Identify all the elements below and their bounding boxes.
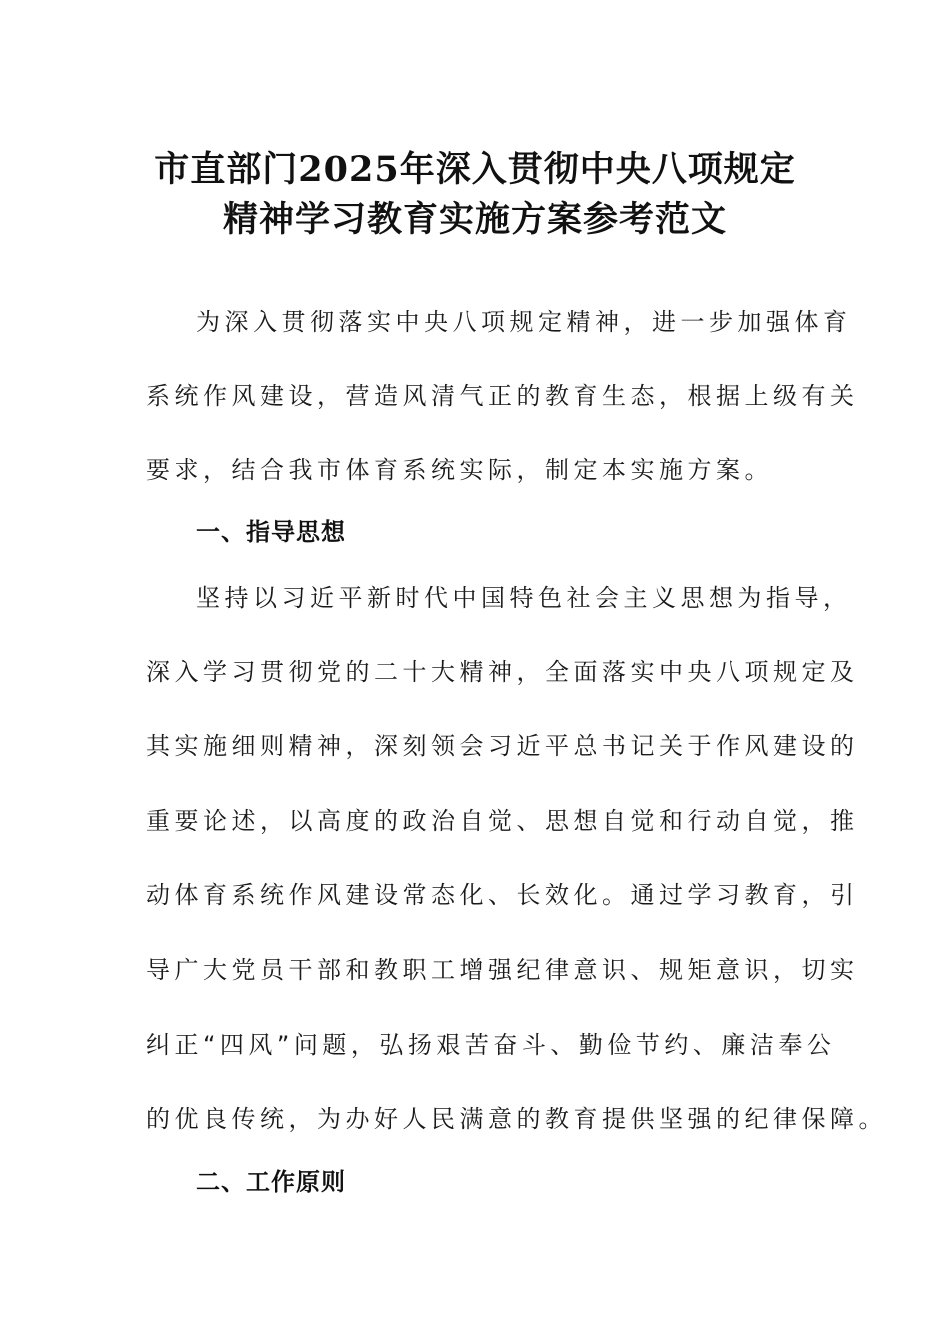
intro-line-3: 要求，结合我市体育系统实际，制定本实施方案。 bbox=[146, 456, 773, 484]
section1-line-6: 导广大党员干部和教职工增强纪律意识、规矩意识，切实 bbox=[146, 956, 859, 984]
section1-line-3: 其实施细则精神，深刻领会习近平总书记关于作风建设的 bbox=[146, 732, 859, 760]
section1-line-5: 动体育系统作风建设常态化、长效化。通过学习教育，引 bbox=[146, 881, 859, 909]
section1-line-1: 坚持以习近平新时代中国特色社会主义思想为指导， bbox=[196, 584, 852, 612]
intro-line-2: 系统作风建设，营造风清气正的教育生态，根据上级有关 bbox=[146, 382, 859, 410]
section1-line-8: 的优良传统，为办好人民满意的教育提供坚强的纪律保障。 bbox=[146, 1105, 887, 1133]
document-title-line-2: 精神学习教育实施方案参考范文 bbox=[222, 199, 727, 240]
section1-line-4: 重要论述，以高度的政治自觉、思想自觉和行动自觉，推 bbox=[146, 807, 859, 835]
section-heading-guiding-ideology: 一、指导思想 bbox=[196, 518, 346, 546]
document-title-line-1: 市直部门2025年深入贯彻中央八项规定 bbox=[154, 149, 796, 190]
intro-line-1: 为深入贯彻落实中央八项规定精神，进一步加强体育 bbox=[196, 308, 852, 336]
section1-line-7: 纠正“四风”问题，弘扬艰苦奋斗、勤俭节约、廉洁奉公 bbox=[146, 1031, 836, 1059]
section-heading-work-principles: 二、工作原则 bbox=[196, 1168, 346, 1196]
section1-line-2: 深入学习贯彻党的二十大精神，全面落实中央八项规定及 bbox=[146, 658, 859, 686]
